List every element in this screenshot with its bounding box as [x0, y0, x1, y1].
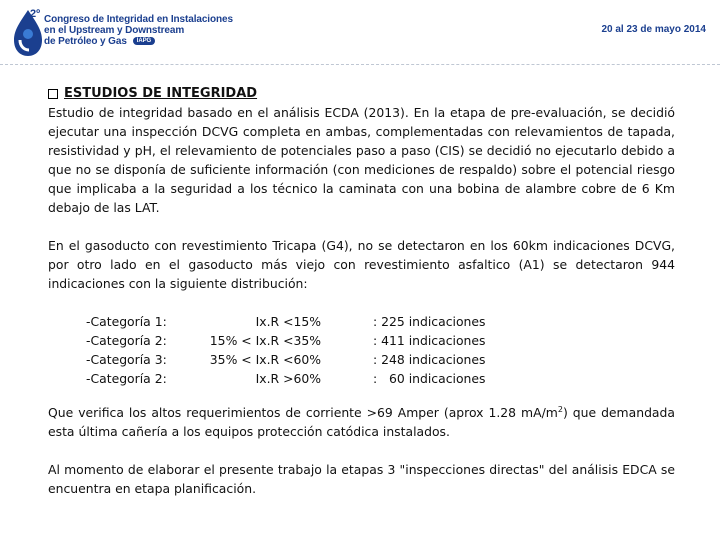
distribution-count: : 60 indicaciones [373, 371, 486, 386]
slide-content [48, 84, 675, 498]
distribution-range: Ix.R >60% [255, 371, 321, 386]
distribution-category: -Categoría 1: [86, 314, 167, 329]
distribution-range: 15% < Ix.R <35% [209, 333, 321, 348]
paragraph-current-requirements [48, 403, 675, 441]
event-title-line-text: de Petróleo y Gas [44, 36, 127, 47]
paragraph-current-text-a: Que verifica los altos requerimientos de corriente >69 Amper (aprox 1.28 mA/m [48, 405, 558, 420]
distribution-range: 35% < Ix.R <60% [209, 352, 321, 367]
paragraph-current-text-b: ) que demandada esta última cañería a los equipos protección catódica instalados. [48, 405, 675, 439]
distribution-range: Ix.R <15% [255, 314, 321, 329]
distribution-category: -Categoría 2: [86, 333, 167, 348]
header-divider [0, 64, 720, 65]
checkbox-bullet-icon [48, 89, 58, 99]
drop-logo-icon [8, 4, 48, 60]
superscript-exponent: 2 [557, 404, 563, 414]
distribution-count: : 248 indicaciones [373, 352, 486, 367]
distribution-list [86, 312, 675, 388]
distribution-category: -Categoría 2: [86, 371, 167, 386]
distribution-row [86, 369, 675, 388]
paragraph-dcvg: En el gasoducto con revestimiento Tricapa (G4), no se detectaron en los 60km indicaciones DCVG, por otro lado en el gasoducto más viejo con revestimiento asfaltico (A1) se detectaron 944 indicaciones con la siguiente distribución: [48, 238, 675, 291]
event-title [44, 14, 233, 47]
distribution-row [86, 350, 675, 369]
section-title: ESTUDIOS DE INTEGRIDAD [64, 86, 258, 101]
distribution-row [86, 312, 675, 331]
section-heading [48, 84, 675, 103]
distribution-count: : 411 indicaciones [373, 333, 486, 348]
event-title-line: en el Upstream y Downstream [44, 25, 185, 36]
edition-number: 2º [30, 8, 41, 20]
distribution-row [86, 331, 675, 350]
paragraph-ecda: Estudio de integridad basado en el análisis ECDA (2013). En la etapa de pre-evaluación, se decidió ejecutar una inspección DCVG completa en ambas, complementadas con relevamientos de tapada, resistividad y pH, el relevamiento de potenciales paso a paso (CIS) se decidió no ejecutarlo debido a que no se disponía de suficiente información (con mediciones de respaldo) sobre el potencial riesgo que implicaba a la seguridad a los técnico la caminata con una bobina de alambre cobre de 6 Km debajo de las LAT. [48, 105, 675, 215]
iapg-badge: IAPG [133, 37, 155, 45]
distribution-category: -Categoría 3: [86, 352, 167, 367]
distribution-count: : 225 indicaciones [373, 314, 486, 329]
event-title-line [44, 36, 233, 47]
event-dates: 20 al 23 de mayo 2014 [601, 24, 706, 35]
paragraph-edca-status: Al momento de elaborar el presente trabajo la etapas 3 "inspecciones directas" del análisis EDCA se encuentra en etapa planificación. [48, 462, 675, 496]
header [0, 0, 720, 64]
event-title-line: Congreso de Integridad en Instalaciones [44, 14, 233, 25]
